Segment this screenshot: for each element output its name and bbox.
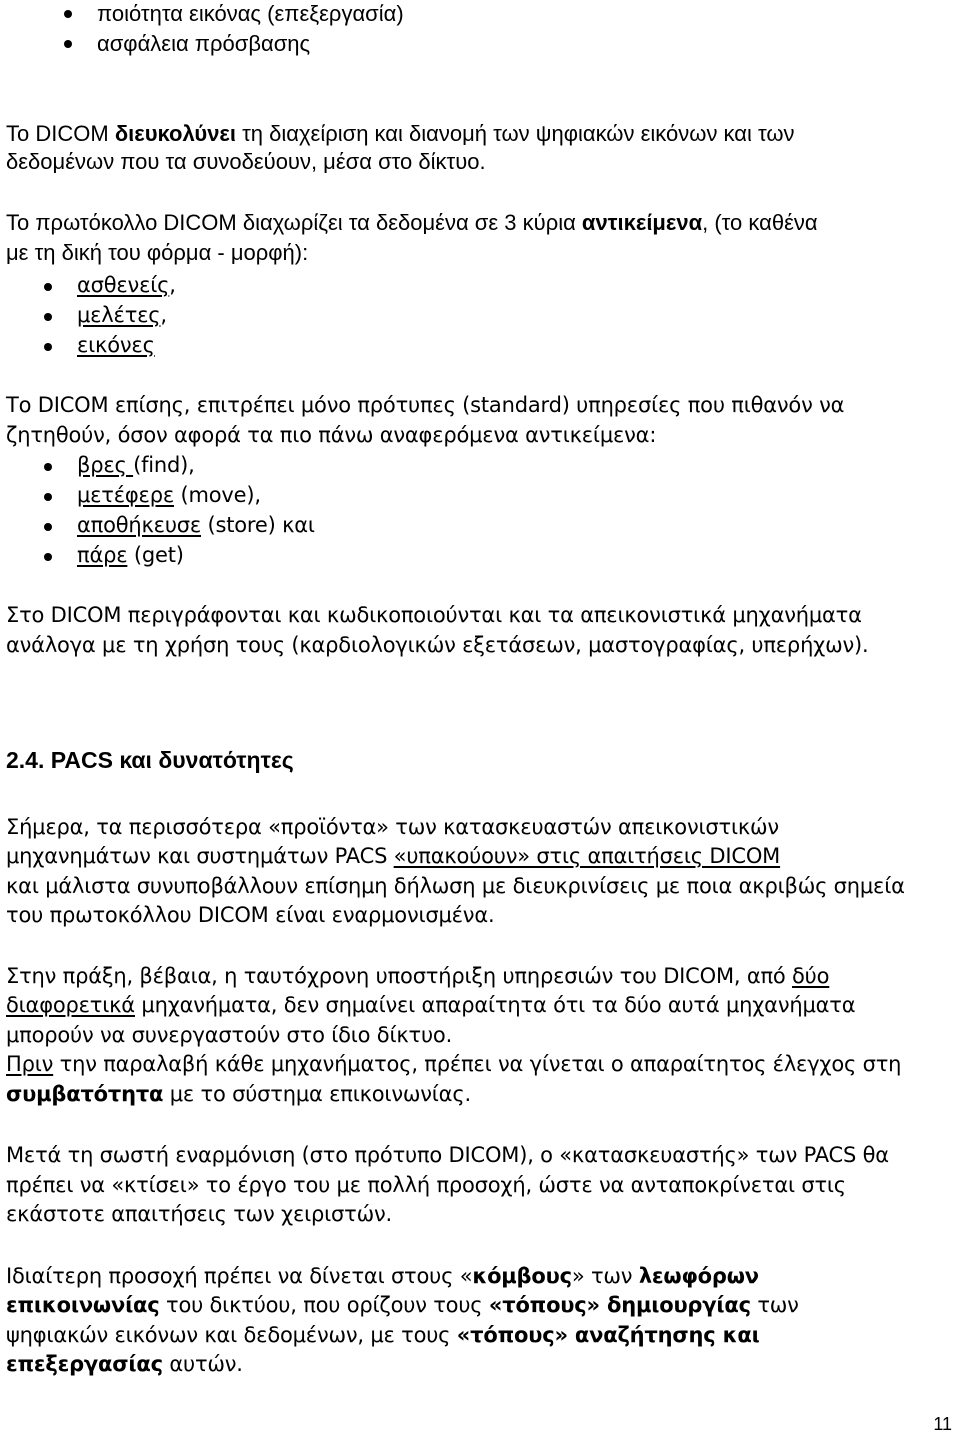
page-number: 11	[933, 1414, 952, 1434]
bullet-icon	[64, 10, 72, 18]
paragraph-line: μπορούν να συνεργαστούν στο ίδιο δίκτυο.	[6, 1023, 453, 1047]
text-run: Το DICOM	[6, 121, 115, 146]
text-run: του δικτύου, που ορίζουν τους	[159, 1293, 489, 1317]
paragraph-line	[6, 1081, 471, 1107]
bullet-icon	[64, 40, 72, 48]
bold-term: «τόπους» δημιουργίας	[488, 1293, 751, 1317]
bullet-icon	[44, 493, 52, 501]
bullet-icon	[44, 523, 52, 531]
text-run: αυτών.	[162, 1352, 243, 1376]
text-run: τη διαχείριση και διανομή των ψηφιακών εικόνων και των	[235, 121, 795, 146]
text-run: με το σύστημα επικοινωνίας.	[163, 1082, 471, 1106]
paragraph-line: με τη δική του φόρμα - μορφή):	[6, 240, 309, 265]
underlined-term: ασθενείς	[77, 273, 170, 297]
list-item	[77, 482, 261, 508]
list-item	[77, 512, 315, 538]
paragraph-line: Μετά τη σωστή εναρμόνιση (στο πρότυπο DICOM), ο «κατασκευαστής» των PACS θα	[6, 1143, 889, 1167]
paragraph-line: Το DICOM επίσης, επιτρέπει μόνο πρότυπες (standard) υπηρεσίες που πιθανόν να	[6, 393, 845, 417]
bold-term: επικοινωνίας	[6, 1293, 160, 1317]
paragraph-line	[6, 1351, 243, 1377]
bullet-icon	[44, 553, 52, 561]
paragraph-line: και μάλιστα συνυποβάλλουν επίσημη δήλωση με διευκρινίσεις με ποια ακριβώς σημεία	[6, 874, 905, 898]
paragraph-line	[6, 963, 829, 989]
text-run: (find),	[133, 453, 195, 477]
text-run: μηχανήματα, δεν σημαίνει απαραίτητα ότι τα δύο αυτά μηχανήματα	[134, 993, 856, 1017]
list-item	[77, 272, 176, 298]
paragraph-line	[6, 1263, 759, 1289]
paragraph-line	[6, 1051, 901, 1077]
bold-term: επεξεργασίας	[6, 1352, 163, 1376]
text-run: (store) και	[201, 513, 315, 537]
text-run: (get)	[127, 543, 184, 567]
underlined-term: εικόνες	[77, 333, 155, 357]
bold-term: συμβατότητα	[6, 1082, 164, 1106]
bold-term: αντικείμενα	[581, 210, 703, 235]
text-run: (move),	[174, 483, 261, 507]
bullet-icon	[44, 313, 52, 321]
paragraph-line: δεδομένων που τα συνοδεύουν, μέσα στο δίκτυο.	[6, 149, 486, 174]
bold-term: λεωφόρων	[638, 1264, 759, 1288]
text-run: ,	[160, 303, 167, 327]
text-run: ψηφιακών εικόνων και δεδομένων, με τους	[6, 1323, 457, 1347]
list-item: ποιότητα εικόνας (επεξεργασία)	[97, 1, 404, 26]
list-item	[77, 542, 184, 568]
bold-term: διευκολύνει	[114, 121, 236, 146]
underlined-term: πάρε	[77, 543, 128, 567]
underlined-term: διαφορετικά	[6, 993, 135, 1017]
underlined-term: αποθήκευσε	[77, 513, 202, 537]
text-run: Το πρωτόκολλο DICOM διαχωρίζει τα δεδομένα σε 3 κύρια	[6, 210, 582, 235]
paragraph-line: Σήμερα, τα περισσότερα «προϊόντα» των κατασκευαστών απεικονιστικών	[6, 815, 779, 839]
paragraph-line	[6, 843, 780, 869]
underlined-term: βρες	[77, 453, 134, 477]
bullet-icon	[44, 343, 52, 351]
underlined-term: «υπακούουν» στις απαιτήσεις DICOM	[393, 844, 781, 868]
paragraph-line: του πρωτοκόλλου DICOM είναι εναρμονισμένα.	[6, 903, 495, 927]
text-run: Στην πράξη, βέβαια, η ταυτόχρονη υποστήριξη υπηρεσιών του DICOM, από	[6, 964, 793, 988]
paragraph-line: ζητηθούν, όσον αφορά τα πιο πάνω αναφερόμενα αντικείμενα:	[6, 423, 657, 447]
paragraph-line	[6, 992, 855, 1018]
bullet-icon	[44, 463, 52, 471]
paragraph-line	[6, 210, 818, 236]
text-run: » των	[571, 1264, 639, 1288]
bold-term: κόμβους	[472, 1264, 572, 1288]
list-item	[77, 452, 195, 478]
paragraph-line: ανάλογα με τη χρήση τους (καρδιολογικών εξετάσεων, μαστογραφίας, υπερήχων).	[6, 633, 869, 657]
underlined-term: Πριν	[6, 1052, 54, 1076]
section-heading: 2.4. PACS και δυνατότητες	[6, 747, 294, 773]
paragraph-line	[6, 121, 795, 147]
text-run: ,	[169, 273, 176, 297]
text-run: την παραλαβή κάθε μηχανήματος, πρέπει να γίνεται ο απαραίτητος έλεγχος στη	[53, 1052, 902, 1076]
paragraph-line	[6, 1292, 799, 1318]
text-run: Ιδιαίτερη προσοχή πρέπει να δίνεται στους «	[6, 1264, 473, 1288]
list-item	[77, 332, 155, 358]
paragraph-line: Στο DICOM περιγράφονται και κωδικοποιούνται και τα απεικονιστικά μηχανήματα	[6, 603, 862, 627]
paragraph-line: πρέπει να «κτίσει» το έργο του με πολλή προσοχή, ώστε να ανταποκρίνεται στις	[6, 1173, 846, 1197]
text-run: μηχανημάτων και συστημάτων PACS	[6, 844, 394, 868]
paragraph-line	[6, 1322, 760, 1348]
bold-term: «τόπους» αναζήτησης και	[456, 1323, 760, 1347]
underlined-term: μελέτες	[77, 303, 161, 327]
bullet-icon	[44, 283, 52, 291]
text-run: , (το καθένα	[702, 210, 818, 235]
underlined-term: μετέφερε	[77, 483, 174, 507]
underlined-term: δύο	[792, 964, 830, 988]
paragraph-line: εκάστοτε απαιτήσεις των χειριστών.	[6, 1202, 392, 1226]
text-run: των	[750, 1293, 799, 1317]
list-item: ασφάλεια πρόσβασης	[97, 31, 311, 56]
list-item	[77, 302, 167, 328]
